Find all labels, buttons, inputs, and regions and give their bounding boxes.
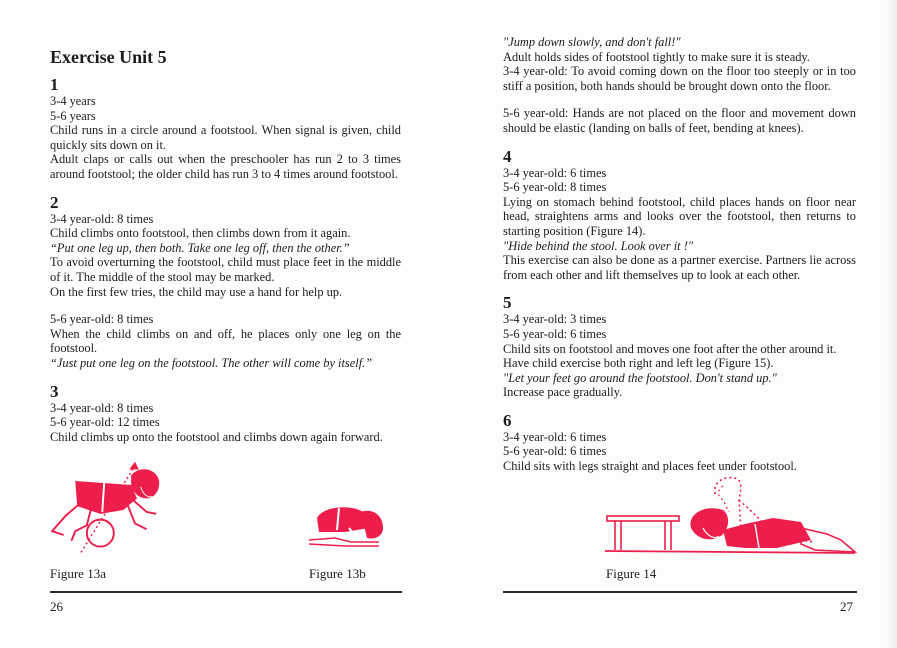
- instruction-text: When the child climbs on and off, he places only one leg on the footstool.: [50, 326, 401, 356]
- exercise-6: [503, 412, 856, 474]
- age-line: 3-4 year-old: 6 times: [503, 429, 607, 444]
- exercise-number: 3: [50, 381, 59, 401]
- exercise-1: [50, 76, 401, 182]
- age-line: 3-4 year-old: 3 times: [503, 312, 607, 327]
- instruction-text: Adult holds sides of footstool tightly to make sure it is steady.: [503, 49, 810, 64]
- figure-caption: Figure 14: [606, 566, 657, 581]
- instruction-text: Child runs in a circle around a footstool. When signal is given, child quickly sits down on it.: [50, 123, 401, 152]
- footer-rule: [503, 591, 857, 593]
- age-line: 5-6 years: [50, 108, 96, 123]
- quote-text: "Let your feet go around the footstool. Don't stand up.": [503, 370, 777, 385]
- exercise-2: [50, 194, 401, 371]
- age-line: 5-6 year-old: 12 times: [50, 415, 160, 430]
- quote-text: “Just put one leg on the footstool. The other will come by itself.”: [50, 355, 373, 370]
- quote-text: “Put one leg up, then both. Take one leg off, then the other.”: [50, 240, 350, 255]
- instruction-text: Child climbs up onto the footstool and climbs down again forward.: [50, 429, 383, 444]
- exercise-number: 1: [50, 75, 59, 94]
- exercise-number: 5: [503, 293, 512, 313]
- instruction-text: Child sits with legs straight and places feet under footstool.: [503, 459, 797, 474]
- figure-caption: Figure 13a: [50, 566, 106, 581]
- footer-rule: [50, 591, 402, 593]
- age-line: 5-6 year-old: 8 times: [503, 180, 607, 195]
- figure-caption: Figure 13b: [309, 566, 366, 581]
- instruction-text: This exercise can also be done as a partner exercise. Partners lie across from each other and lift themselves up to look at each other.: [503, 253, 856, 282]
- age-line: 3-4 year-old: 8 times: [50, 400, 154, 415]
- instruction-text: 3-4 year-old: To avoid coming down on the floor too steeply or in too stiff a position, both hands should be brought down onto the floor.: [503, 64, 856, 93]
- age-line: 3-4 years: [50, 94, 96, 108]
- instruction-text: To avoid overturning the footstool, child must place feet in the middle of it. The middle of the stool may be marked.: [50, 255, 401, 284]
- exercise-3: [50, 383, 401, 445]
- exercise-number: 4: [503, 146, 512, 166]
- page-edge: [887, 0, 897, 648]
- exercise-number: 2: [50, 192, 59, 212]
- exercise-5: [503, 294, 856, 400]
- instruction-text: On the first few tries, the child may use a hand for help up.: [50, 284, 343, 299]
- instruction-text: Child sits on footstool and moves one foot after the other around it.: [503, 341, 837, 356]
- figure-13b-illustration: [305, 502, 385, 552]
- page-number: 27: [840, 599, 853, 614]
- page-number: 26: [50, 599, 63, 614]
- instruction-text: Have child exercise both right and left leg (Figure 15).: [503, 356, 774, 371]
- right-text-column: [503, 35, 856, 486]
- instruction-text: 5-6 year-old: Hands are not placed on the floor and movement down should be elastic (landing on balls of feet, bending at knees).: [503, 106, 856, 135]
- arrow-head-icon: [129, 462, 139, 470]
- instruction-text: Increase pace gradually.: [503, 385, 623, 400]
- exercise-number: 6: [503, 410, 512, 430]
- instruction-text: Adult claps or calls out when the preschooler has run 2 to 3 times around footstool; the older child has run 3 to 4 times around footstool.: [50, 152, 401, 181]
- age-line: 5-6 year-old: 8 times: [50, 312, 154, 327]
- unit-title: Exercise Unit 5: [50, 47, 167, 67]
- exercise-3-continued: [503, 35, 856, 136]
- left-text-column: [50, 46, 401, 456]
- instruction-text: Child climbs onto footstool, then climbs down from it again.: [50, 226, 351, 241]
- age-line: 5-6 year-old: 6 times: [503, 444, 607, 459]
- figure-13a-illustration: [44, 456, 174, 562]
- quote-text: "Jump down slowly, and don't fall!": [503, 35, 681, 49]
- left-page: [0, 0, 448, 648]
- exercise-4: [503, 148, 856, 283]
- age-line: 3-4 year-old: 8 times: [50, 211, 154, 226]
- quote-text: "Hide behind the stool. Look over it !": [503, 238, 694, 253]
- age-line: 5-6 year-old: 6 times: [503, 326, 607, 341]
- age-line: 3-4 year-old: 6 times: [503, 165, 607, 180]
- instruction-text: Lying on stomach behind footstool, child places hands on floor near head, straightens arms and looks over the footstool, then returns to starting position (Figure 14).: [503, 194, 856, 238]
